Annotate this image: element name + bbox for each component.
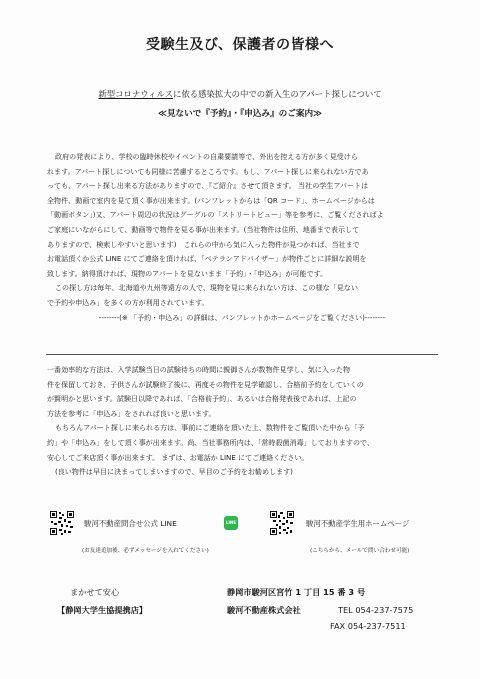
section-divider: [46, 354, 438, 355]
partner-label: 【静岡大学生協提携店】: [57, 605, 148, 615]
para2-line: この探し方は毎年、北海道や九州等遠方の人で、現物を見に来られない方は、この様な「見ない: [55, 283, 358, 293]
subtitle-guide: ≪見ないで『予約』・『申込み』のご案内≫: [157, 109, 323, 119]
para4-line: もちろんアパート探しに来られる方は、事前にご連絡を頂いた上、数物件をご覧頂いた中から「予: [55, 423, 365, 433]
subtitle-underlined: 新型コロナウィルス: [98, 89, 174, 99]
paragraph-3: [47, 363, 437, 480]
para1-line: 政府の発表により、学校の臨時休校やイベントの自粛要請等で、外出を控える方が多く見受けら: [55, 152, 358, 161]
company-name: 駿河不動産株式会社: [227, 605, 301, 615]
para2-line: で予約や申込み」を多くの方が利用されています。: [47, 297, 209, 307]
qr-code-icon: [270, 511, 294, 535]
homepage-label: 駿河不動産学生用ホームページ: [306, 519, 410, 528]
company-tel[interactable]: TEL 054-237-7575: [338, 605, 414, 615]
para3-line: 方法を参考に「申込み」をされれば良いと思います。: [47, 408, 216, 418]
para1-line: ご家庭にいながらにして、動画等で物件を見る事が出来ます。(当社物件は住所、地番まで表示して: [47, 224, 360, 234]
dashed-note: --------(※ 「予約・申込み」の詳細は、パンフレットかホームページをご覧ください)--------: [98, 312, 386, 322]
paragraph-1: [47, 150, 437, 325]
line-icon[interactable]: LINE: [224, 516, 238, 530]
para1-line: っても、アパート探し出来る方法がありますので、『ご紹介』させて頂きます。 当社の学生アパートは: [47, 181, 369, 191]
para3-line: 件を保留しておき、子供さんが試験終了後に、再度その物件を見学確認し、合格前予約をしていくの: [47, 379, 364, 389]
para1-line: 致します。納得頂ければ、現物のアパートを見ないまま「予約」・「申込み」が可能です。: [47, 268, 328, 278]
para4-line: 安心してご来店頂く事が出来ます。 まずは、お電話か LINE にてご連絡ください。: [47, 452, 309, 462]
line-qr-code[interactable]: [50, 511, 74, 535]
line-note: (お友達追加後、必ずメッセージを入れてください): [82, 548, 209, 554]
para1-line: れます。アパート探しについても同様に苦慮するところです。もし、アパート探しに来られない方であ: [47, 166, 369, 176]
qr-code-icon: [50, 511, 74, 535]
company-fax: FAX 054-237-7511: [330, 621, 406, 631]
para3-line: が賢明かと思います。試験日以降であれば、「合格前予約」、あるいは合格発表後であれば、上記の: [47, 394, 357, 404]
para4-line: 約」や「申込み」をして頂く事が出来ます。尚、当社事務所内は、「常時殺菌消毒」しておりますので、: [47, 437, 374, 447]
motto: まかせて安心: [70, 587, 120, 597]
para1-line: 全物件、動画で室内を見て頂く事が出来ます。(パンフレットからは「QR コード」、ホームページからは: [47, 195, 375, 205]
company-address: 静岡市駿河区宮竹 1 丁目 15 番 3 号: [227, 587, 366, 597]
line-label: 駿河不動産問合せ公式 LINE: [84, 519, 177, 528]
page-title: 受験生及び、保護者の皆様へ: [146, 37, 334, 53]
para1-line: 「動画ボタン」)又、アパート周辺の状況はグーグルの「ストリートビュー」等を参考に、ご覧くださればよ: [47, 210, 384, 220]
subtitle-rest: に依る感染拡大の中での新入生のアパート探しについて: [173, 89, 382, 99]
para5-line: (良い物件は早目に決まってしまいますので、早目のご予約をお勧めします): [55, 467, 293, 477]
para1-line: お電話頂くか公式 LINE にてご連絡を頂ければ、「ベテランアドバイザー」が物件ごとに詳細な説明を: [47, 254, 367, 264]
para1-line: ありますので、検索しやすいと思います) これらの中から気に入った物件が見つかれば、当社まで: [47, 239, 360, 249]
para3-line: 一番効率的な方法は、入学試験当日の試験待ちの時間に親御さんが数物件見学し、気に入った物: [47, 365, 351, 374]
homepage-note: (こちらから、メールで問い合わせ可能): [310, 548, 410, 554]
homepage-qr-code[interactable]: [270, 511, 294, 535]
subtitle: [0, 88, 480, 100]
